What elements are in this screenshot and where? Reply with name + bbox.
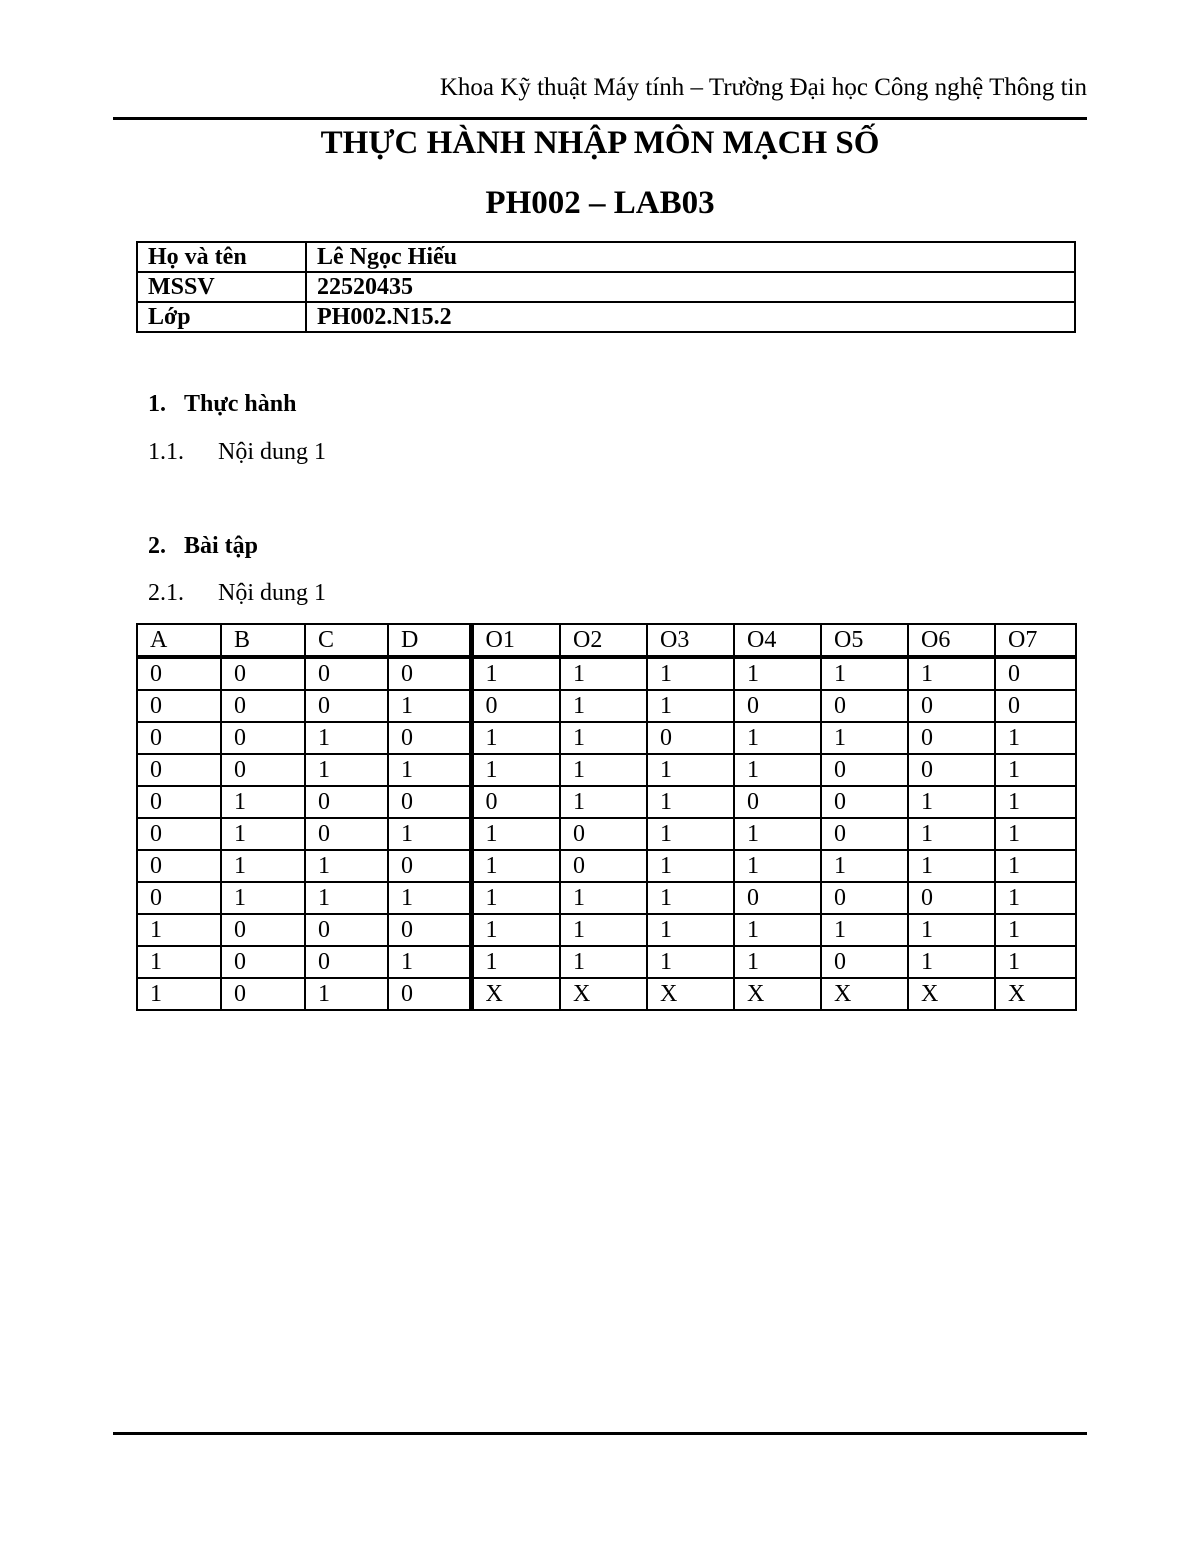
info-value: 22520435 xyxy=(306,272,1075,302)
table-cell: 1 xyxy=(647,914,734,946)
table-cell: 1 xyxy=(995,754,1076,786)
subsection-heading-2-1 xyxy=(148,578,326,608)
table-cell: 1 xyxy=(221,786,305,818)
table-cell: X xyxy=(471,978,560,1010)
table-cell: 1 xyxy=(305,882,388,914)
table-cell: 1 xyxy=(305,850,388,882)
table-cell: 0 xyxy=(305,786,388,818)
table-cell: 1 xyxy=(221,882,305,914)
table-cell: 1 xyxy=(560,690,647,722)
table-cell: 0 xyxy=(734,882,821,914)
table-cell: 0 xyxy=(995,690,1076,722)
info-row-id xyxy=(137,272,1075,302)
table-cell: 1 xyxy=(471,657,560,690)
column-header: C xyxy=(305,624,388,657)
table-cell: 0 xyxy=(821,786,908,818)
table-cell: 0 xyxy=(137,850,221,882)
table-row xyxy=(137,850,1076,882)
section-title: Bài tập xyxy=(184,533,259,559)
table-cell: 1 xyxy=(560,754,647,786)
table-cell: 1 xyxy=(995,882,1076,914)
table-cell: 1 xyxy=(471,882,560,914)
table-cell: 0 xyxy=(137,657,221,690)
info-value: Lê Ngọc Hiếu xyxy=(306,242,1075,272)
table-cell: 0 xyxy=(388,722,471,754)
table-cell: 1 xyxy=(388,690,471,722)
column-header: O3 xyxy=(647,624,734,657)
table-cell: 1 xyxy=(647,946,734,978)
table-cell: 1 xyxy=(647,657,734,690)
table-cell: 0 xyxy=(560,818,647,850)
table-cell: 0 xyxy=(734,690,821,722)
column-header: B xyxy=(221,624,305,657)
table-row xyxy=(137,690,1076,722)
info-label: Lớp xyxy=(137,302,306,332)
column-header: O4 xyxy=(734,624,821,657)
table-cell: 1 xyxy=(734,722,821,754)
column-header: A xyxy=(137,624,221,657)
table-cell: 1 xyxy=(647,850,734,882)
column-header: O2 xyxy=(560,624,647,657)
table-cell: 1 xyxy=(908,657,995,690)
table-cell: 0 xyxy=(471,690,560,722)
table-cell: 0 xyxy=(734,786,821,818)
table-cell: 0 xyxy=(908,882,995,914)
table-cell: 1 xyxy=(995,850,1076,882)
table-cell: 1 xyxy=(388,946,471,978)
table-cell: 1 xyxy=(388,818,471,850)
table-cell: 0 xyxy=(560,850,647,882)
subsection-heading-1-1 xyxy=(148,437,326,467)
table-cell: 0 xyxy=(821,946,908,978)
table-cell: 1 xyxy=(305,978,388,1010)
table-cell: 0 xyxy=(137,722,221,754)
table-cell: 1 xyxy=(821,850,908,882)
table-row xyxy=(137,657,1076,690)
table-cell: 0 xyxy=(388,657,471,690)
column-header: O6 xyxy=(908,624,995,657)
table-cell: 1 xyxy=(908,946,995,978)
table-cell: 0 xyxy=(221,946,305,978)
table-cell: 1 xyxy=(647,882,734,914)
table-cell: 1 xyxy=(560,786,647,818)
lab-code: PH002 – LAB03 xyxy=(485,185,715,221)
table-row xyxy=(137,946,1076,978)
table-cell: X xyxy=(908,978,995,1010)
column-header: O5 xyxy=(821,624,908,657)
table-cell: 1 xyxy=(137,978,221,1010)
table-cell: X xyxy=(734,978,821,1010)
table-row xyxy=(137,818,1076,850)
column-header: O7 xyxy=(995,624,1076,657)
section-heading-1 xyxy=(148,389,296,419)
section-heading-2 xyxy=(148,531,258,561)
table-row xyxy=(137,786,1076,818)
section-number: 2. xyxy=(148,533,166,559)
table-cell: 0 xyxy=(305,690,388,722)
section-number: 1.1. xyxy=(148,439,184,465)
table-cell: 0 xyxy=(137,786,221,818)
table-cell: 0 xyxy=(221,754,305,786)
table-cell: 1 xyxy=(995,722,1076,754)
table-cell: X xyxy=(560,978,647,1010)
table-cell: 1 xyxy=(995,946,1076,978)
table-cell: 1 xyxy=(647,786,734,818)
table-cell: 1 xyxy=(734,914,821,946)
table-cell: 0 xyxy=(305,914,388,946)
info-row-name xyxy=(137,242,1075,272)
info-value: PH002.N15.2 xyxy=(306,302,1075,332)
table-cell: 1 xyxy=(821,657,908,690)
table-cell: 1 xyxy=(908,850,995,882)
table-cell: 1 xyxy=(305,722,388,754)
page-header: Khoa Kỹ thuật Máy tính – Trường Đại học Công nghệ Thông tin xyxy=(439,74,1087,101)
truth-table-body xyxy=(137,657,1076,1010)
table-cell: 1 xyxy=(908,786,995,818)
section-title: Nội dung 1 xyxy=(218,580,326,606)
table-cell: 1 xyxy=(995,914,1076,946)
table-cell: 1 xyxy=(560,722,647,754)
section-title: Thực hành xyxy=(184,391,297,417)
table-cell: 1 xyxy=(647,818,734,850)
table-cell: 1 xyxy=(995,786,1076,818)
table-cell: 0 xyxy=(137,690,221,722)
table-cell: 1 xyxy=(908,818,995,850)
table-cell: 1 xyxy=(821,722,908,754)
table-cell: 1 xyxy=(471,914,560,946)
table-row xyxy=(137,914,1076,946)
table-cell: X xyxy=(647,978,734,1010)
section-number: 1. xyxy=(148,391,166,417)
table-cell: 0 xyxy=(388,850,471,882)
table-row xyxy=(137,722,1076,754)
table-cell: 1 xyxy=(471,754,560,786)
table-cell: 1 xyxy=(734,754,821,786)
table-cell: 1 xyxy=(647,690,734,722)
table-cell: 0 xyxy=(221,657,305,690)
table-cell: 1 xyxy=(560,882,647,914)
table-row xyxy=(137,978,1076,1010)
document-title: THỰC HÀNH NHẬP MÔN MẠCH SỐ xyxy=(320,125,880,161)
table-cell: 1 xyxy=(221,850,305,882)
table-cell: 1 xyxy=(221,818,305,850)
table-cell: 1 xyxy=(734,946,821,978)
section-number: 2.1. xyxy=(148,580,184,606)
table-cell: X xyxy=(821,978,908,1010)
table-cell: 1 xyxy=(471,850,560,882)
info-label: MSSV xyxy=(137,272,306,302)
table-cell: 0 xyxy=(821,818,908,850)
table-cell: 0 xyxy=(305,946,388,978)
table-cell: 0 xyxy=(995,657,1076,690)
table-cell: 1 xyxy=(305,754,388,786)
truth-table-header-row xyxy=(137,624,1076,657)
table-cell: 1 xyxy=(388,882,471,914)
table-cell: 0 xyxy=(471,786,560,818)
footer-rule xyxy=(113,1432,1087,1435)
table-cell: 1 xyxy=(137,946,221,978)
table-cell: 1 xyxy=(137,914,221,946)
table-cell: 0 xyxy=(647,722,734,754)
table-cell: 0 xyxy=(221,722,305,754)
table-cell: 1 xyxy=(560,914,647,946)
table-cell: 1 xyxy=(471,946,560,978)
table-cell: 1 xyxy=(821,914,908,946)
table-row xyxy=(137,754,1076,786)
table-cell: 0 xyxy=(221,914,305,946)
table-row xyxy=(137,882,1076,914)
table-cell: 0 xyxy=(388,978,471,1010)
table-cell: 0 xyxy=(137,818,221,850)
table-cell: 0 xyxy=(388,786,471,818)
section-title: Nội dung 1 xyxy=(218,439,326,465)
truth-table xyxy=(136,623,1077,1011)
table-cell: 1 xyxy=(471,722,560,754)
table-cell: 0 xyxy=(137,882,221,914)
table-cell: X xyxy=(995,978,1076,1010)
table-cell: 0 xyxy=(908,690,995,722)
table-cell: 0 xyxy=(821,882,908,914)
header-rule xyxy=(113,117,1087,120)
table-cell: 0 xyxy=(388,914,471,946)
column-header: O1 xyxy=(471,624,560,657)
table-cell: 1 xyxy=(388,754,471,786)
table-cell: 0 xyxy=(305,657,388,690)
table-cell: 0 xyxy=(221,690,305,722)
table-cell: 1 xyxy=(647,754,734,786)
table-cell: 1 xyxy=(471,818,560,850)
table-cell: 0 xyxy=(221,978,305,1010)
table-cell: 1 xyxy=(560,946,647,978)
column-header: D xyxy=(388,624,471,657)
table-cell: 1 xyxy=(734,850,821,882)
table-cell: 0 xyxy=(137,754,221,786)
info-label: Họ và tên xyxy=(137,242,306,272)
table-cell: 0 xyxy=(908,754,995,786)
table-cell: 0 xyxy=(821,754,908,786)
info-row-class xyxy=(137,302,1075,332)
table-cell: 1 xyxy=(908,914,995,946)
table-cell: 0 xyxy=(908,722,995,754)
table-cell: 0 xyxy=(821,690,908,722)
table-cell: 1 xyxy=(734,818,821,850)
table-cell: 1 xyxy=(995,818,1076,850)
table-cell: 1 xyxy=(560,657,647,690)
student-info-table xyxy=(136,241,1076,333)
table-cell: 1 xyxy=(734,657,821,690)
table-cell: 0 xyxy=(305,818,388,850)
